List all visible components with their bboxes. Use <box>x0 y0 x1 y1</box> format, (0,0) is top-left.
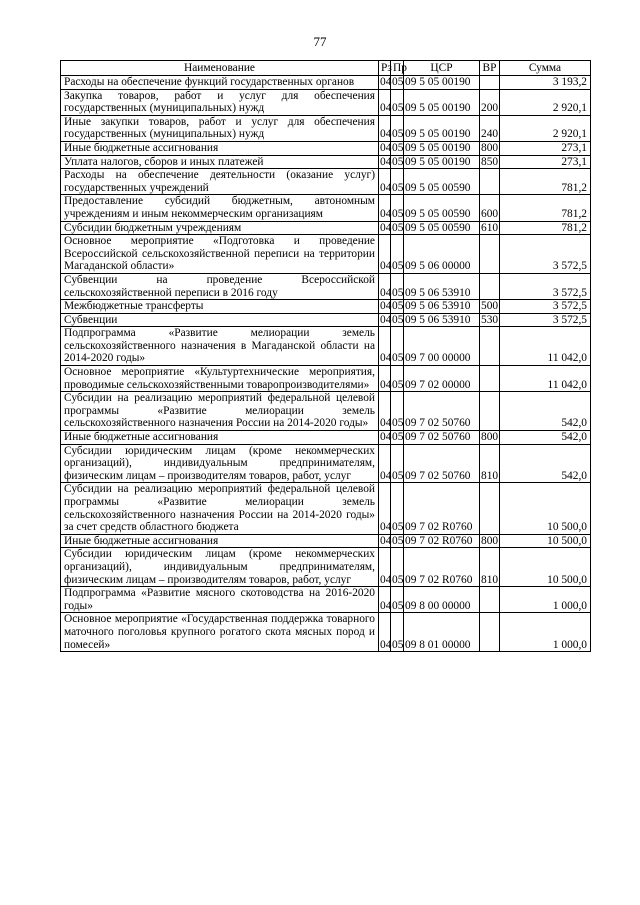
cell-sum: 2 920,1 <box>500 89 591 115</box>
cell-vr: 200 <box>480 89 500 115</box>
cell-name: Субвенции <box>61 313 379 327</box>
cell-vr <box>480 273 500 299</box>
cell-sum: 2 920,1 <box>500 115 591 141</box>
table-row <box>61 431 591 445</box>
cell-sum: 3 572,5 <box>500 313 591 327</box>
cell-vr <box>480 169 500 195</box>
cell-sum: 10 500,0 <box>500 548 591 587</box>
cell-rz: 04 <box>380 155 392 168</box>
cell-rz: 04 <box>379 235 391 274</box>
cell-name: Основное мероприятие «Культуртехнические мероприятия, проводимые сельскохозяйственными товаропроизводителями» <box>61 366 379 392</box>
page-number: 77 <box>313 34 327 49</box>
cell-sum: 542,0 <box>500 392 591 431</box>
cell-rz: 04 <box>379 587 391 613</box>
cell-name: Расходы на обеспечение деятельности (оказание услуг) государственных учреждений <box>61 169 379 195</box>
cell-csr: 09 5 06 53910 <box>404 313 480 327</box>
cell-name: Иные бюджетные ассигнования <box>61 534 379 548</box>
cell-pr: 05 <box>391 273 404 299</box>
cell-vr <box>480 235 500 274</box>
cell-name: Подпрограмма «Развитие мясного скотоводства на 2016-2020 годы» <box>61 587 379 613</box>
table-row <box>61 169 591 195</box>
cell-csr: 09 7 02 50760 <box>404 444 480 483</box>
cell-name: Субсидии юридическим лицам (кроме некоммерческих организаций), индивидуальным предпринимателям, физическим лицам – производителям товаров, работ, услуг <box>61 548 379 587</box>
cell-pr: 05 <box>391 548 404 587</box>
cell-name: Закупка товаров, работ и услуг для обеспечения государственных (муниципальных) нужд <box>61 89 379 115</box>
cell-vr <box>480 613 500 652</box>
table-row <box>61 392 591 431</box>
table-row <box>61 327 591 366</box>
cell-pr: 05 <box>392 221 404 234</box>
cell-name: Иные бюджетные ассигнования <box>61 141 379 155</box>
cell-name: Субвенции на проведение Всероссийской сельскохозяйственной переписи в 2016 году <box>61 273 379 299</box>
table-row <box>61 587 591 613</box>
cell-pr: 05 <box>392 155 404 168</box>
cell-vr: 810 <box>480 444 500 483</box>
cell-name: Субсидии на реализацию мероприятий федеральной целевой программы «Развитие мелиорации земель сельскохозяйственного назначения России на 2014-2020 годы» за счет средств областного бюджета <box>61 483 379 534</box>
cell-vr <box>480 483 500 534</box>
table-row <box>61 195 591 221</box>
cell-rz: 04 <box>379 327 391 366</box>
cell-name: Межбюджетные трансферты <box>61 300 379 314</box>
cell-sum: 11 042,0 <box>500 327 591 366</box>
table-row <box>61 313 591 327</box>
cell-rz: 04 <box>379 548 391 587</box>
cell-sum: 781,2 <box>500 169 591 195</box>
cell-rz: 04 <box>380 313 392 326</box>
cell-pr: 05 <box>391 169 404 195</box>
cell-csr: 09 5 05 00590 <box>404 221 480 235</box>
cell-csr: 09 7 00 00000 <box>404 327 480 366</box>
table-row <box>61 235 591 274</box>
cell-csr: 09 5 05 00190 <box>404 115 480 141</box>
cell-rz: 04 <box>379 366 391 392</box>
cell-csr: 09 7 02 50760 <box>404 392 480 431</box>
cell-name: Субсидии юридическим лицам (кроме некоммерческих организаций), индивидуальным предпринимателям, физическим лицам – производителям товаров, работ, услуг <box>61 444 379 483</box>
cell-rz: 04 <box>380 141 392 154</box>
cell-sum: 273,1 <box>500 141 591 155</box>
cell-csr: 09 5 05 00190 <box>404 155 480 169</box>
cell-rz: 04 <box>379 444 391 483</box>
header-vr: ВР <box>480 61 500 76</box>
cell-name: Субсидии на реализацию мероприятий федеральной целевой программы «Развитие мелиорации земель сельскохозяйственного назначения России на 2014-2020 годы» <box>61 392 379 431</box>
cell-csr: 09 5 06 00000 <box>404 235 480 274</box>
cell-sum: 1 000,0 <box>500 613 591 652</box>
cell-vr: 600 <box>480 195 500 221</box>
cell-name: Иные закупки товаров, работ и услуг для обеспечения государственных (муниципальных) нужд <box>61 115 379 141</box>
cell-rz: 04 <box>380 221 392 234</box>
cell-csr: 09 5 05 00590 <box>404 169 480 195</box>
cell-pr: 05 <box>392 313 404 326</box>
cell-sum: 781,2 <box>500 221 591 235</box>
cell-pr: 05 <box>391 444 404 483</box>
cell-vr: 240 <box>480 115 500 141</box>
cell-csr: 09 8 01 00000 <box>404 613 480 652</box>
cell-csr: 09 5 06 53910 <box>404 300 480 314</box>
table-row <box>61 115 591 141</box>
table-row <box>61 613 591 652</box>
header-sum: Сумма <box>500 61 591 76</box>
cell-vr <box>480 366 500 392</box>
cell-sum: 3 572,5 <box>500 273 591 299</box>
table-row <box>61 483 591 534</box>
cell-name: Иные бюджетные ассигнования <box>61 431 379 445</box>
cell-rz: 04 <box>379 195 391 221</box>
table-row <box>61 548 591 587</box>
table-row <box>61 366 591 392</box>
cell-rz: 04 <box>379 483 391 534</box>
cell-pr: 05 <box>391 327 404 366</box>
cell-sum: 3 572,5 <box>500 300 591 314</box>
cell-name: Подпрограмма «Развитие мелиорации земель сельскохозяйственного назначения в Магаданской области на 2014-2020 годы» <box>61 327 379 366</box>
cell-pr: 05 <box>392 300 404 313</box>
table-row <box>61 534 591 548</box>
cell-pr: 05 <box>392 534 404 547</box>
cell-csr: 09 5 05 00190 <box>404 76 480 90</box>
cell-pr: 05 <box>391 235 404 274</box>
cell-vr: 530 <box>481 313 499 326</box>
cell-rz: 04 <box>379 169 391 195</box>
cell-csr: 09 5 05 00190 <box>404 89 480 115</box>
cell-vr: 810 <box>480 548 500 587</box>
cell-pr: 05 <box>391 366 404 392</box>
cell-sum: 1 000,0 <box>500 587 591 613</box>
cell-rz: 04 <box>380 431 392 444</box>
cell-pr: 05 <box>391 89 404 115</box>
cell-vr: 800 <box>481 141 499 154</box>
cell-name: Основное мероприятие «Подготовка и проведение Всероссийской сельскохозяйственной переписи на территории Магаданской области» <box>61 235 379 274</box>
cell-name: Субсидии бюджетным учреждениям <box>61 221 379 235</box>
cell-pr: 05 <box>391 392 404 431</box>
cell-rz: 04 <box>379 613 391 652</box>
cell-vr <box>480 327 500 366</box>
cell-pr: 05 <box>391 587 404 613</box>
cell-sum: 3 572,5 <box>500 235 591 274</box>
cell-name: Основное мероприятие «Государственная поддержка товарного маточного поголовья крупного рогатого скота мясных пород и помесей» <box>61 613 379 652</box>
cell-pr: 05 <box>392 141 404 154</box>
cell-sum: 542,0 <box>500 444 591 483</box>
cell-csr: 09 5 06 53910 <box>404 273 480 299</box>
cell-vr <box>480 587 500 613</box>
cell-vr <box>480 76 500 90</box>
cell-csr: 09 7 02 00000 <box>404 366 480 392</box>
table-row <box>61 221 591 235</box>
cell-csr: 09 7 02 50760 <box>404 431 480 445</box>
cell-name: Предоставление субсидий бюджетным, автономным учреждениям и иным некоммерческим организациям <box>61 195 379 221</box>
cell-rz: 04 <box>379 115 391 141</box>
cell-vr: 800 <box>481 534 499 547</box>
cell-vr: 610 <box>481 221 499 234</box>
cell-rz: 04 <box>380 300 392 313</box>
cell-rz: 04 <box>379 89 391 115</box>
table-body <box>61 76 591 652</box>
cell-csr: 09 7 02 R0760 <box>404 548 480 587</box>
cell-sum: 10 500,0 <box>500 483 591 534</box>
cell-sum: 273,1 <box>500 155 591 169</box>
cell-vr: 850 <box>481 155 499 168</box>
table-row <box>61 141 591 155</box>
cell-pr: 05 <box>392 76 404 88</box>
cell-csr: 09 7 02 R0760 <box>404 483 480 534</box>
cell-sum: 542,0 <box>500 431 591 445</box>
cell-csr: 09 5 05 00590 <box>404 195 480 221</box>
cell-pr: 05 <box>391 613 404 652</box>
cell-sum: 781,2 <box>500 195 591 221</box>
table-row <box>61 300 591 314</box>
cell-pr: 05 <box>391 115 404 141</box>
table-row <box>61 444 591 483</box>
table-row <box>61 89 591 115</box>
cell-sum: 10 500,0 <box>500 534 591 548</box>
cell-pr: 05 <box>392 431 404 444</box>
header-csr: ЦСР <box>404 61 480 76</box>
cell-name: Расходы на обеспечение функций государственных органов <box>61 76 379 90</box>
cell-rz: 04 <box>380 534 392 547</box>
cell-vr: 800 <box>481 431 499 444</box>
cell-rz: 04 <box>379 273 391 299</box>
cell-rz: 04 <box>379 392 391 431</box>
budget-table <box>60 60 591 652</box>
table-header-row <box>61 61 591 76</box>
table-row <box>61 76 591 90</box>
cell-name: Уплата налогов, сборов и иных платежей <box>61 155 379 169</box>
header-pr: Пр <box>391 61 404 76</box>
cell-vr: 500 <box>481 300 499 313</box>
cell-vr <box>480 392 500 431</box>
table-row <box>61 273 591 299</box>
cell-rz: 04 <box>380 76 392 88</box>
cell-pr: 05 <box>391 483 404 534</box>
table-row <box>61 155 591 169</box>
cell-csr: 09 7 02 R0760 <box>404 534 480 548</box>
cell-pr: 05 <box>391 195 404 221</box>
header-name: Наименование <box>61 61 379 76</box>
cell-sum: 11 042,0 <box>500 366 591 392</box>
cell-csr: 09 5 05 00190 <box>404 141 480 155</box>
cell-csr: 09 8 00 00000 <box>404 587 480 613</box>
header-rz: Рз <box>379 61 391 76</box>
cell-sum: 3 193,2 <box>500 76 591 90</box>
